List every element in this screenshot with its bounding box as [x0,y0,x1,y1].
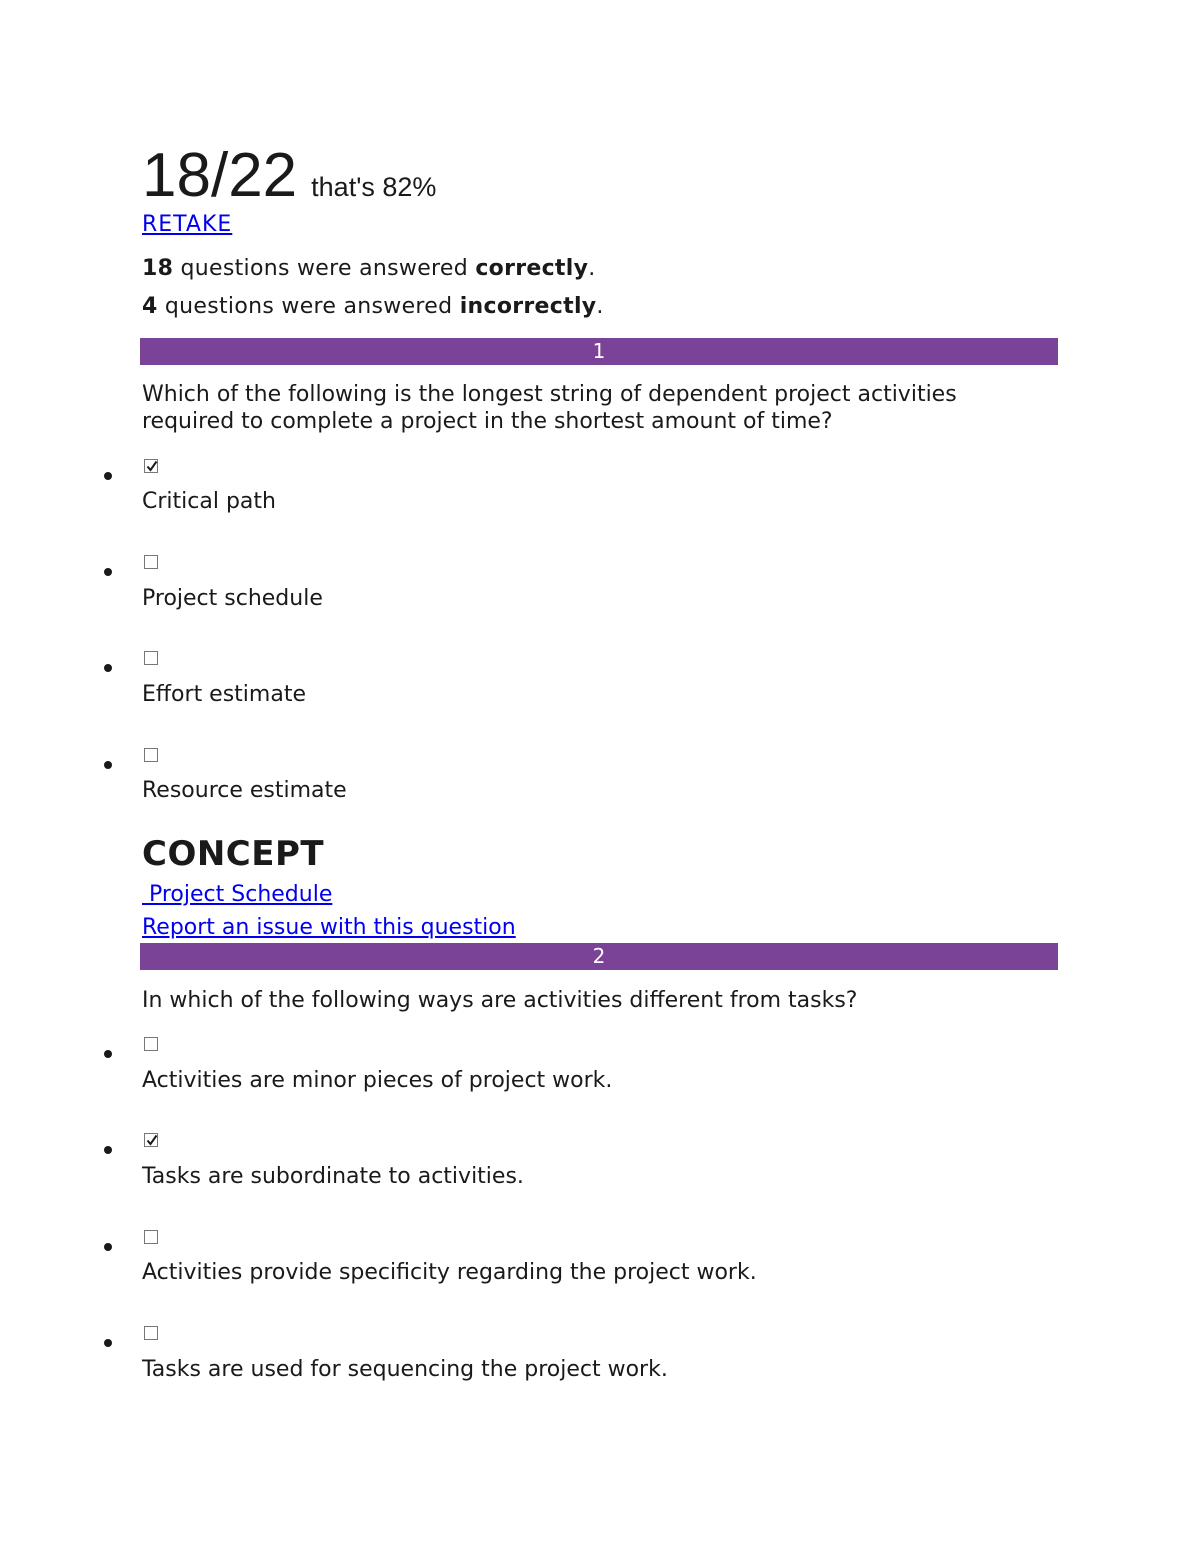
answer-option-label: Activities are minor pieces of project work. [142,1068,613,1093]
checkbox-checked-icon[interactable] [144,1133,158,1147]
bullet-icon [104,1243,112,1251]
question-text: In which of the following ways are activities different from tasks? [142,988,858,1013]
concept-heading: CONCEPT [142,834,325,874]
bullet-icon [104,761,112,769]
checkbox-icon[interactable] [144,555,158,569]
correct-period: . [588,256,596,281]
question-text: Which of the following is the longest string of dependent project activities required to complete a project in the shortest amount of time? [142,382,957,434]
answer-option-label: Effort estimate [142,682,306,707]
question-number-bar: 2 [140,943,1058,970]
checkbox-icon[interactable] [144,748,158,762]
checkbox-icon[interactable] [144,651,158,665]
score-header [142,140,436,212]
checkbox-icon[interactable] [144,1230,158,1244]
incorrect-period: . [596,294,604,319]
bullet-icon [104,1339,112,1347]
bullet-icon [104,568,112,576]
bullet-icon [104,472,112,480]
checkbox-icon[interactable] [144,1037,158,1051]
correct-count: 18 [142,256,174,281]
bullet-icon [104,1050,112,1058]
incorrect-count: 4 [142,294,158,319]
answer-option-label: Project schedule [142,586,323,611]
bullet-icon [104,1146,112,1154]
score-percent: that's 82% [311,172,437,202]
question-number-bar: 1 [140,338,1058,365]
retake-link[interactable]: RETAKE [142,212,233,237]
answer-option-label: Tasks are used for sequencing the project work. [142,1357,668,1382]
answer-option-label: Critical path [142,489,276,514]
checkbox-icon[interactable] [144,1326,158,1340]
bullet-icon [104,664,112,672]
incorrect-word: incorrectly [459,294,597,319]
checkbox-checked-icon[interactable] [144,459,158,473]
correct-word: correctly [475,256,589,281]
answer-option-label: Activities provide specificity regarding the project work. [142,1260,757,1285]
report-issue-link[interactable]: Report an issue with this question [142,915,516,940]
answer-option-label: Resource estimate [142,778,347,803]
correct-summary [142,256,596,281]
correct-summary-text: questions were answered [173,256,476,281]
incorrect-summary-text: questions were answered [157,294,460,319]
concept-link[interactable]: Project Schedule [142,882,333,907]
incorrect-summary [142,294,604,319]
answer-option-label: Tasks are subordinate to activities. [142,1164,524,1189]
score-fraction: 18/22 [142,141,298,210]
